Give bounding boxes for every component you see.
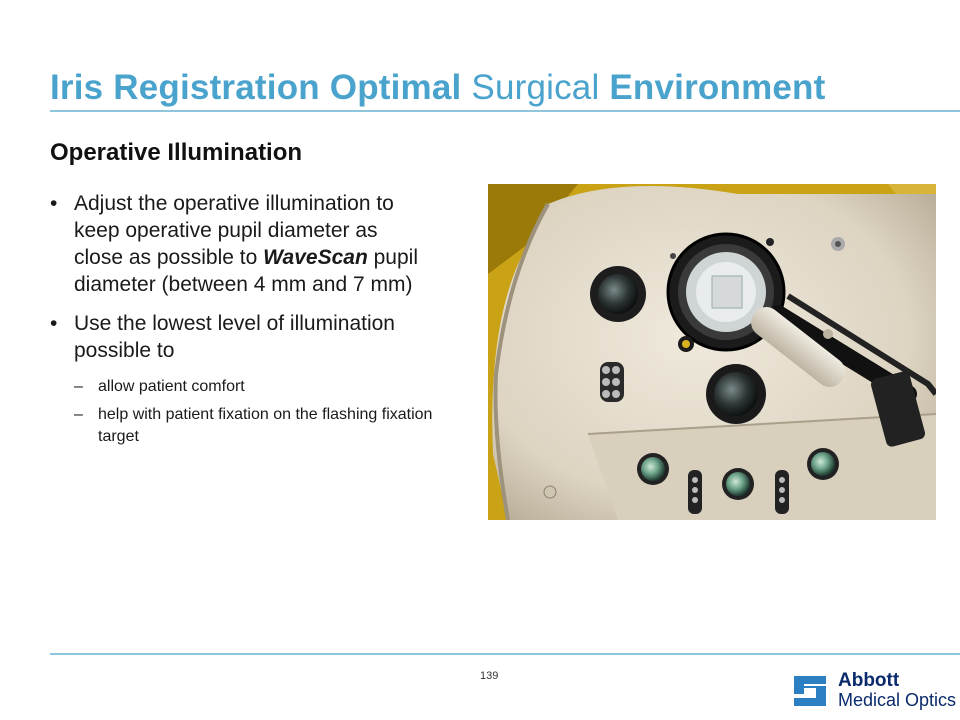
sub-bullet-marker: –: [74, 406, 83, 423]
bullet-text-after: pupil diameter (between 4 mm and 7 mm): [74, 246, 418, 296]
sub-bullet-text: help with patient fixation on the flashing fixation target: [98, 406, 433, 445]
device-photo: [488, 184, 936, 520]
title-part-2: Surgical: [461, 68, 610, 107]
sub-bullet-item: [50, 404, 448, 448]
title-part-3: Environment: [609, 68, 826, 107]
abbott-logo-icon: [790, 672, 830, 710]
bullet-text-before: Adjust the operative illumination to keep operative pupil diameter as close as possible to: [74, 192, 394, 269]
bullet-marker: •: [50, 312, 58, 335]
page-number: 139: [480, 670, 499, 682]
sub-bullet-marker: –: [74, 378, 83, 395]
bullet-text: Use the lowest level of illumination possible to: [74, 312, 395, 362]
sub-bullet-text: allow patient comfort: [98, 378, 245, 395]
bullet-item: [50, 190, 430, 298]
bullet-emphasis: WaveScan: [263, 246, 368, 269]
title-part-1: Iris Registration Optimal: [50, 68, 462, 107]
bullet-item: [50, 310, 430, 364]
sub-bullet-item: [50, 376, 448, 398]
logo-name: Abbott: [838, 670, 900, 691]
device-photo-illustration: [488, 184, 936, 520]
slide-title: [50, 68, 826, 108]
logo-subtitle: Medical Optics: [838, 690, 957, 710]
section-subtitle: Operative Illumination: [50, 139, 303, 166]
title-divider: [50, 110, 960, 112]
company-logo: [790, 670, 960, 714]
bullet-list: [50, 190, 433, 454]
footer-divider: [50, 653, 960, 655]
bullet-marker: •: [50, 192, 58, 215]
